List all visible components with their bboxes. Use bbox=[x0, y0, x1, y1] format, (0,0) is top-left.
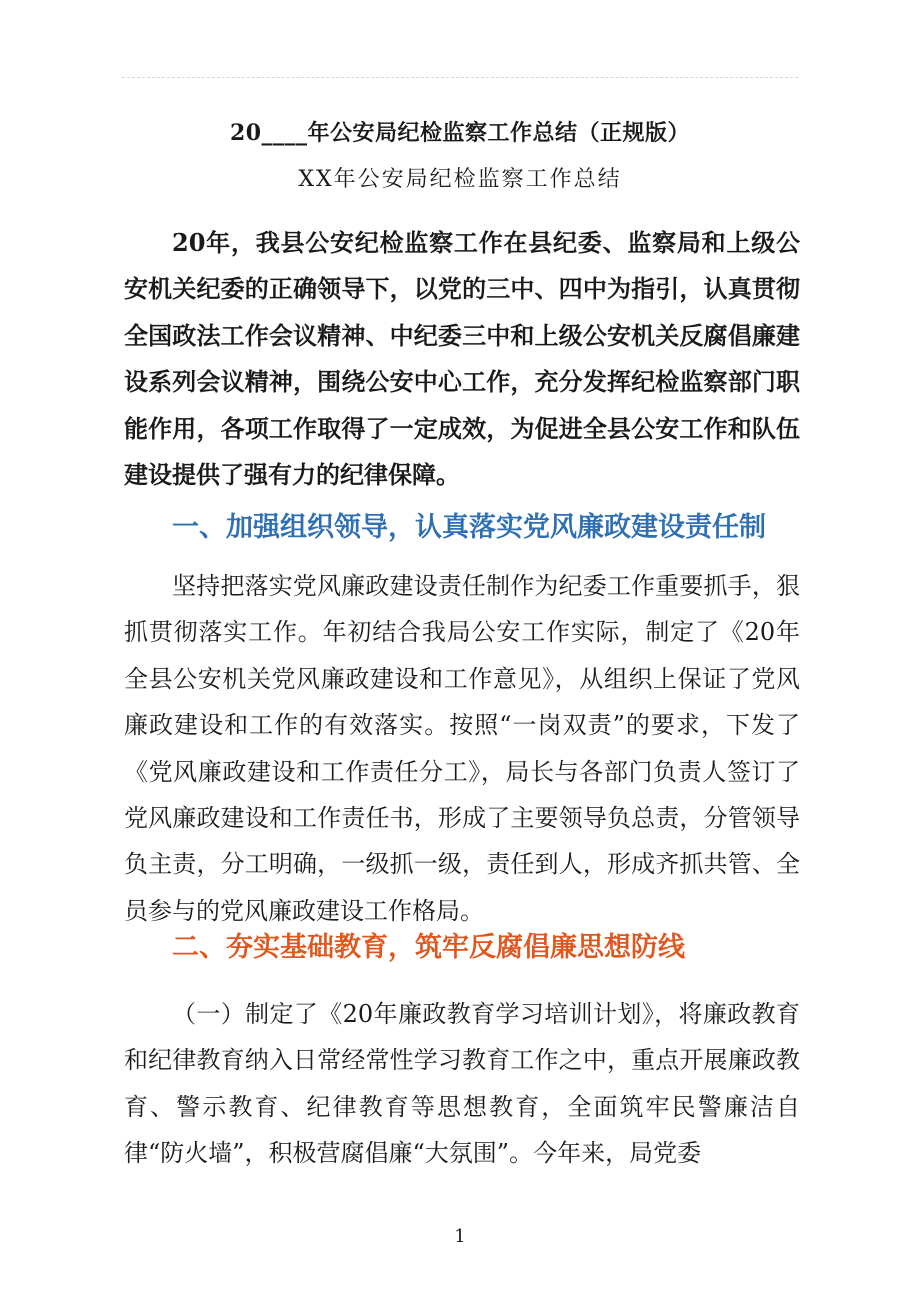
document-title: 20____年公安局纪检监察工作总结（正规版） bbox=[229, 120, 691, 146]
header-divider bbox=[122, 77, 798, 78]
section-1-heading: 一、加强组织领导，认真落实党风廉政建设责任制 bbox=[172, 512, 766, 543]
section-2-heading: 二、夯实基础教育，筑牢反腐倡廉思想防线 bbox=[172, 932, 685, 963]
section-1-paragraph: 坚持把落实党风廉政建设责任制作为纪委工作重要抓手，狠抓贯彻落实工作。年初结合我局公安工作实际，制定了《20年全县公安机关党风廉政建设和工作意见》，从组织上保证了党风廉政建设和工作的有效落实。按照“一岗双责”的要求，下发了《党风廉政建设和工作责任分工》，局长与各部门负责人签订了党风廉政建设和工作责任书，形成了主要领导负总责，分管领导负主责，分工明确，一级抓一级，责任到人，形成齐抓共管、全员参与的党风廉政建设工作格局。 bbox=[124, 572, 800, 925]
section-2-paragraph: （一）制定了《20年廉政教育学习培训计划》，将廉政教育和纪律教育纳入日常经常性学习教育工作之中，重点开展廉政教育、警示教育、纪律教育等思想教育，全面筑牢民警廉洁自律“防火墙”，积极营腐倡廉“大氛围”。今年来，局党委 bbox=[124, 1000, 800, 1168]
page-number: 1 bbox=[454, 1226, 466, 1247]
intro-paragraph: 20年，我县公安纪检监察工作在县纪委、监察局和上级公安机关纪委的正确领导下，以党的三中、四中为指引，认真贯彻全国政法工作会议精神、中纪委三中和上级公安机关反腐倡廉建设系列会议精神，围绕公安中心工作，充分发挥纪检监察部门职能作用，各项工作取得了一定成效，为促进全县公安工作和队伍建设提供了强有力的纪律保障。 bbox=[124, 228, 800, 490]
document-subtitle: XX年公安局纪检监察工作总结 bbox=[298, 167, 622, 192]
